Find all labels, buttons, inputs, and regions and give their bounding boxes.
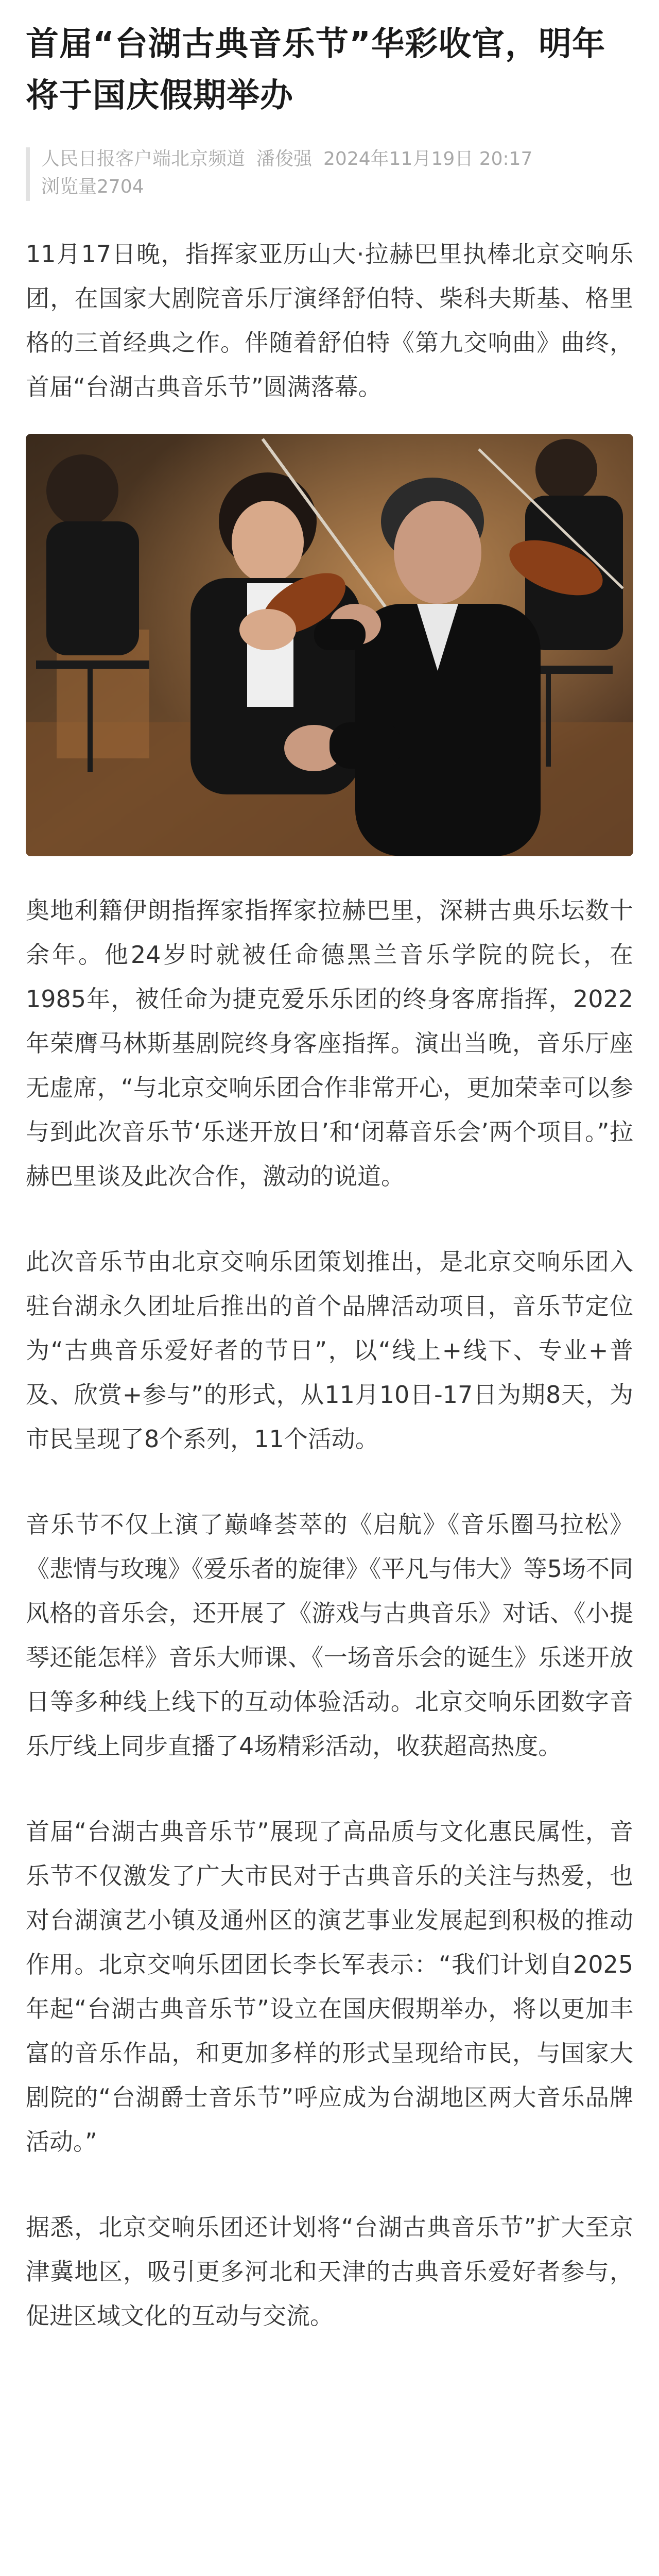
paragraph-5: 首届“台湖古典音乐节”展现了高品质与文化惠民属性，音乐节不仅激发了广大市民对于古典音乐的关注与热爱，也对台湖演艺小镇及通州区的演艺事业发展起到积极的推动作用。北京交响乐团团长李长军表示：“我们计划自2025年起“台湖古典音乐节”设立在国庆假期举办，将以更加丰富的音乐作品，和更加多样的形式呈现给市民，与国家大剧院的“台湖爵士音乐节”呼应成为台湖地区两大音乐品牌活动。” (26, 1818, 633, 2156)
paragraph-3: 此次音乐节由北京交响乐团策划推出，是北京交响乐团入驻台湖永久团址后推出的首个品牌活动项目，音乐节定位为“古典音乐爱好者的节日”，以“线上+线下、专业+普及、欣赏+参与”的形式，从11月10日-17日为期8天，为市民呈现了8个系列，11个活动。 (26, 1248, 633, 1453)
meta-author: 潘俊强 (256, 148, 313, 170)
concert-photo (26, 434, 633, 856)
meta-datetime: 2024年11月19日 20:17 (323, 148, 533, 170)
meta-source: 人民日报客户端北京频道 (41, 148, 246, 170)
paragraph-2: 奥地利籍伊朗指挥家指挥家拉赫巴里，深耕古典乐坛数十余年。他24岁时就被任命德黑兰音乐学院的院长，在1985年，被任命为捷克爱乐乐团的终身客席指挥，2022年荣膺马林斯基剧院终身客座指挥。演出当晚，音乐厅座无虚席，“与北京交响乐团合作非常开心，更加荣幸可以参与到此次音乐节‘乐迷开放日’和‘闭幕音乐会’两个项目。”拉赫巴里谈及此次合作，激动的说道。 (26, 896, 633, 1190)
meta-text (41, 145, 544, 201)
concert-photo-illustration (26, 434, 633, 856)
paragraph-4: 音乐节不仅上演了巅峰荟萃的《启航》《音乐圈马拉松》《悲情与玫瑰》《爱乐者的旋律》《平凡与伟大》等5场不同风格的音乐会，还开展了《游戏与古典音乐》对话、《小提琴还能怎样》音乐大师课、《一场音乐会的诞生》乐迷开放日等多种线上线下的互动体验活动。北京交响乐团数字音乐厅线上同步直播了4场精彩活动，收获超高热度。 (26, 1511, 633, 1760)
paragraph-1: 11月17日晚，指挥家亚历山大·拉赫巴里执棒北京交响乐团，在国家大剧院音乐厅演绎舒伯特、柴科夫斯基、格里格的三首经典之作。伴随着舒伯特《第九交响曲》曲终，首届“台湖古典音乐节”圆满落幕。 (26, 240, 633, 401)
meta-views: 浏览量2704 (41, 176, 144, 197)
meta-accent-bar (26, 147, 30, 201)
article-meta (26, 145, 633, 201)
paragraph-6: 据悉，北京交响乐团还计划将“台湖古典音乐节”扩大至京津冀地区，吸引更多河北和天津的古典音乐爱好者参与，促进区域文化的互动与交流。 (26, 2213, 633, 2330)
meta-line-2 (41, 173, 544, 201)
meta-line-1 (41, 145, 544, 173)
article-title: 首届“台湖古典音乐节”华彩收官，明年将于国庆假期举办 (26, 25, 606, 115)
